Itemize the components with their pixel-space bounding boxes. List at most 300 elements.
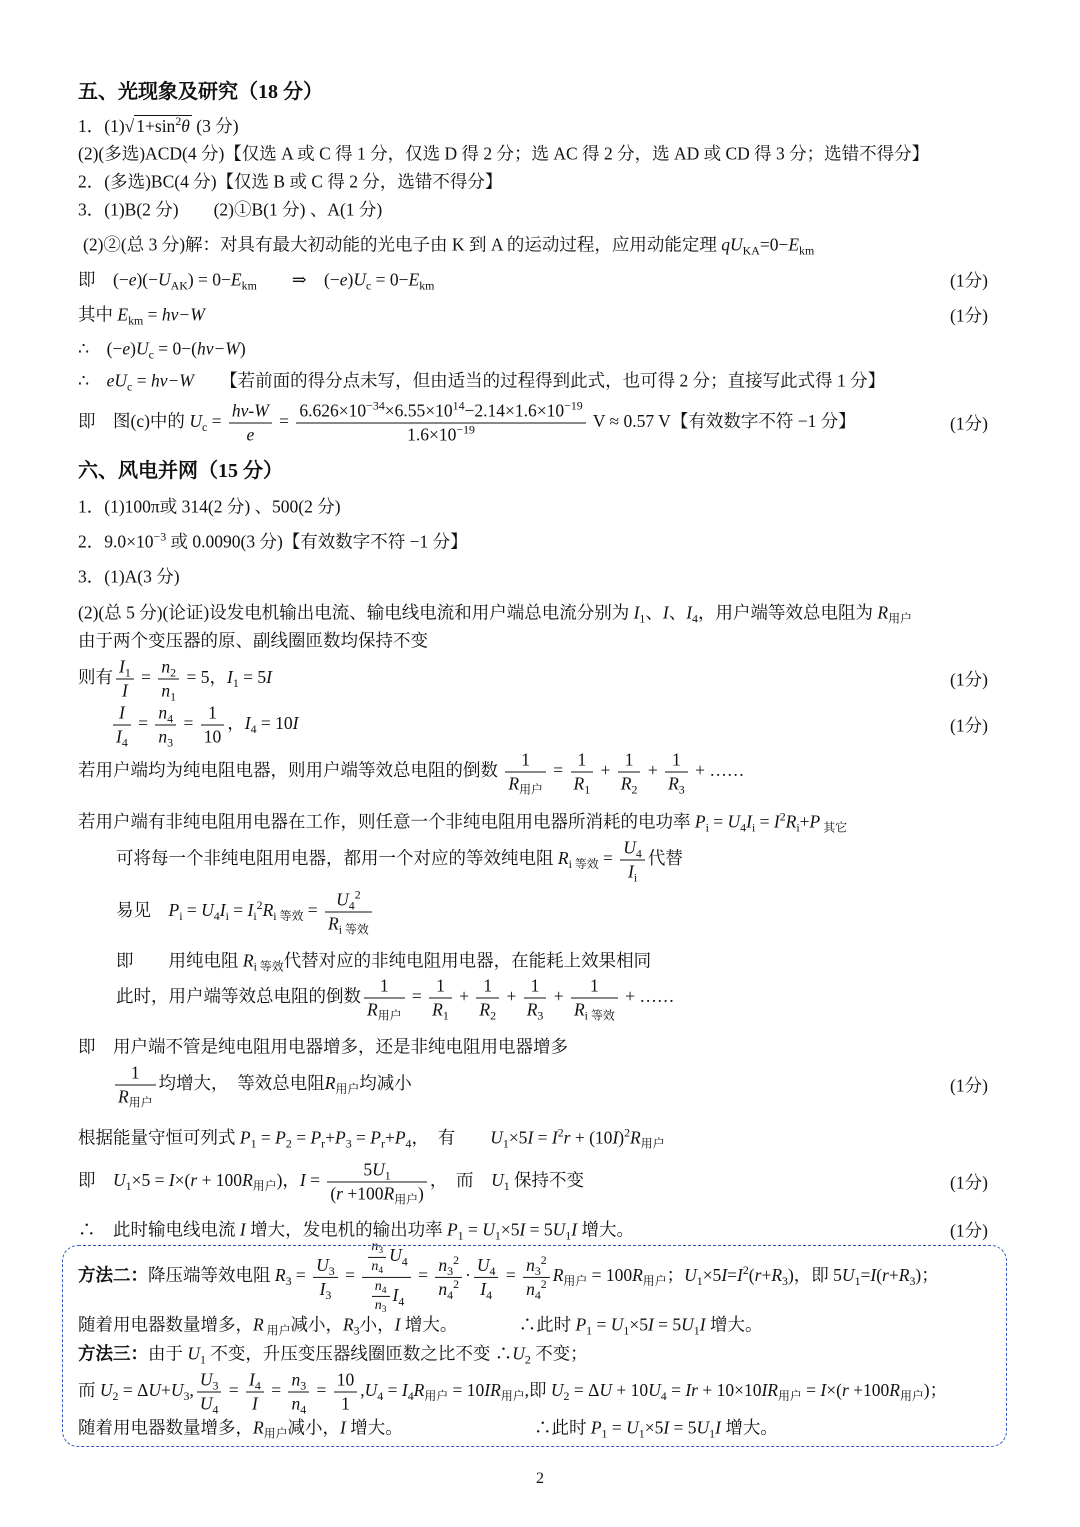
math-text: 增大。 xyxy=(577,1219,634,1240)
alternative-methods-box xyxy=(62,1245,1007,1447)
subscript: 4 xyxy=(348,898,355,913)
math-variable: I xyxy=(299,1170,306,1191)
math-variable: n xyxy=(438,1254,448,1275)
math-variable: I xyxy=(746,811,752,832)
fraction xyxy=(116,657,134,702)
subscript: 1 xyxy=(200,1352,206,1367)
subscript: 1 xyxy=(693,1323,700,1338)
fraction-denominator xyxy=(325,913,372,935)
math-text: = xyxy=(708,811,728,832)
math-text: = xyxy=(548,760,568,781)
math-variable: U xyxy=(187,1343,201,1364)
math-text: = 5 xyxy=(669,1417,697,1438)
subscript: 2 xyxy=(112,1389,119,1404)
math-text: = Δ xyxy=(118,1380,149,1401)
math-variable: R xyxy=(620,773,632,794)
answer-line xyxy=(78,200,382,221)
math-text: = xyxy=(463,1219,483,1240)
math-text: 增大。 xyxy=(720,1417,778,1438)
math-variable: hν-W xyxy=(231,400,269,421)
math-variable: U xyxy=(841,1265,855,1286)
math-text: = 10 xyxy=(256,713,293,734)
math-text: 随着用电器数量增多， xyxy=(78,1417,253,1438)
math-text: 代替 xyxy=(647,848,683,869)
subscript: 1 xyxy=(250,1136,257,1151)
math-text: 2．9.0×10 xyxy=(78,531,154,552)
superscript: 2 xyxy=(779,809,786,824)
math-text: 减小， xyxy=(290,1314,343,1335)
subscript: 1 xyxy=(442,1008,449,1023)
subscript: 1 xyxy=(696,1274,703,1289)
math-text: 1 xyxy=(208,702,217,723)
subscript: 用户 xyxy=(563,1274,588,1289)
math-variable: U xyxy=(476,1254,490,1275)
math-variable: θ xyxy=(181,116,190,136)
math-text: ∴ (− xyxy=(78,338,123,359)
subscript: 用户 xyxy=(642,1274,667,1289)
math-variable: I xyxy=(249,1369,255,1390)
subscript: 3 xyxy=(212,1378,219,1393)
math-variable: I xyxy=(571,1219,578,1240)
math-variable: qU xyxy=(721,234,743,255)
math-variable: I xyxy=(239,1219,246,1240)
math-text: 、 xyxy=(645,602,663,623)
radical-sign: √ xyxy=(124,116,135,136)
math-variable: hν−W xyxy=(150,370,194,391)
math-text: + xyxy=(596,760,615,781)
subscript: 4 xyxy=(300,1402,307,1417)
math-text: 减小， xyxy=(287,1417,340,1438)
subscript: 3 xyxy=(183,1389,190,1404)
math-variable: R xyxy=(898,1265,910,1286)
fraction-numerator xyxy=(325,887,372,913)
answer-line xyxy=(110,703,298,748)
math-text: + xyxy=(160,1380,171,1401)
math-variable: P xyxy=(275,1127,286,1148)
bold-label: 五、光现象及研究（18 分） xyxy=(78,81,323,103)
math-variable: P xyxy=(590,1417,602,1438)
math-text: ×5 xyxy=(644,1417,664,1438)
subscript: 3 xyxy=(447,1263,454,1278)
answer-line xyxy=(116,976,674,1021)
math-text: 即 用纯电阻 xyxy=(116,950,243,971)
fraction-numerator xyxy=(296,398,585,424)
math-text: = xyxy=(860,1265,871,1286)
math-text: ( xyxy=(330,1183,337,1204)
subscript: 1 xyxy=(601,1426,608,1441)
answer-line xyxy=(78,115,239,137)
radicand xyxy=(134,115,192,137)
fraction-denominator xyxy=(327,1183,426,1205)
math-text: 1 xyxy=(379,975,389,996)
fraction-denominator xyxy=(116,680,134,702)
math-variable: n xyxy=(526,1254,535,1275)
math-text: = 0−( xyxy=(153,338,197,359)
subscript: 3 xyxy=(782,1274,788,1289)
fraction-numerator xyxy=(201,703,225,726)
math-variable: I xyxy=(392,1284,399,1305)
fraction-numerator xyxy=(155,703,176,726)
fraction-numerator xyxy=(327,1160,426,1183)
math-text: 1 xyxy=(530,975,540,996)
math-text: 1+sin xyxy=(136,116,176,136)
math-text: ×5 = xyxy=(131,1170,169,1191)
subscript: 3 xyxy=(678,782,685,797)
math-text: = xyxy=(305,1170,325,1191)
fraction xyxy=(364,976,405,1021)
fraction-numerator xyxy=(364,976,405,999)
math-variable: I xyxy=(401,1380,408,1401)
score-mark: (1分) xyxy=(950,305,988,326)
math-text: = xyxy=(274,411,294,432)
math-text: ( xyxy=(876,1265,883,1286)
answer-line xyxy=(78,529,468,553)
math-variable: R xyxy=(324,1073,336,1094)
subscript: 用户 xyxy=(640,1136,665,1151)
math-text: = xyxy=(413,1265,433,1286)
fraction xyxy=(158,657,179,702)
math-text: 即 (− xyxy=(78,269,129,290)
math-text: 不变； xyxy=(530,1343,588,1364)
math-variable: R xyxy=(413,1380,425,1401)
fraction-numerator xyxy=(524,976,547,999)
subscript: c xyxy=(365,278,372,293)
math-variable: P xyxy=(575,1314,587,1335)
fraction-numerator xyxy=(229,401,272,424)
fraction-numerator xyxy=(476,976,499,999)
math-variable: I xyxy=(715,1417,721,1438)
math-text: 代替对应的非纯电阻用电器，在能耗上效果相同 xyxy=(283,950,652,971)
fraction-denominator xyxy=(571,999,618,1021)
math-text: 而 xyxy=(78,1380,100,1401)
fraction-numerator xyxy=(571,750,594,773)
fraction-denominator xyxy=(618,773,641,795)
math-variable: I xyxy=(168,1170,175,1191)
fraction xyxy=(296,398,585,446)
math-variable: I xyxy=(118,702,125,723)
answer-line xyxy=(78,172,502,193)
math-variable: P xyxy=(370,1127,381,1148)
math-text: 根据能量守恒可列式 xyxy=(78,1127,240,1148)
math-text: ) xyxy=(417,1183,424,1204)
answer-line xyxy=(116,838,683,883)
math-text: = xyxy=(598,848,618,869)
math-variable: n xyxy=(158,726,168,747)
math-variable: U xyxy=(158,269,171,290)
math-text: 、 xyxy=(668,602,687,623)
answer-line xyxy=(78,497,341,518)
math-text: = xyxy=(303,900,322,921)
math-variable: I xyxy=(737,1265,743,1286)
math-variable: I xyxy=(686,602,693,623)
math-text: = xyxy=(136,667,156,688)
math-variable: R xyxy=(262,900,274,921)
superscript: 2 xyxy=(540,1276,547,1291)
subscript: i 等效 xyxy=(568,857,599,872)
math-variable: I xyxy=(226,667,233,688)
section-heading xyxy=(78,459,283,483)
subscript: 1 xyxy=(503,1179,510,1194)
math-text: + xyxy=(502,986,521,1007)
subscript: 4 xyxy=(381,1285,387,1296)
fraction-numerator xyxy=(571,976,618,999)
subscript: 1 xyxy=(124,665,131,680)
math-variable: R xyxy=(118,1086,129,1107)
math-variable: R xyxy=(327,913,339,934)
subscript: 4 xyxy=(407,1389,414,1404)
math-variable: n xyxy=(526,1278,535,1299)
math-text: ) xyxy=(239,338,246,359)
fraction-denominator xyxy=(620,861,645,883)
subscript: i xyxy=(705,820,709,835)
subscript: i 等效 xyxy=(253,959,284,974)
subscript: 4 xyxy=(213,909,220,924)
subscript: 用户 xyxy=(252,1179,277,1194)
subscript: 3 xyxy=(325,1287,332,1302)
subscript: i xyxy=(751,820,756,835)
fraction-denominator xyxy=(524,999,547,1021)
math-variable: U xyxy=(482,1219,495,1240)
answer-line xyxy=(78,1160,584,1205)
math-text: = xyxy=(132,370,151,391)
math-variable: R xyxy=(242,1170,253,1191)
subscript: i xyxy=(225,909,229,924)
answer-line xyxy=(83,235,814,256)
math-text: = 5 xyxy=(525,1219,553,1240)
answer-line xyxy=(78,398,856,446)
math-text: + 100 xyxy=(197,1170,243,1191)
math-text: + 10×10 xyxy=(697,1380,762,1401)
math-variable: r xyxy=(841,1380,849,1401)
math-text: = xyxy=(312,1380,331,1401)
math-variable: n xyxy=(438,1278,448,1299)
math-variable: hν−W xyxy=(196,338,240,359)
subscript: 1 xyxy=(639,611,646,626)
fraction-numerator xyxy=(618,750,641,773)
superscript: 2 xyxy=(540,1252,547,1267)
subscript: KA xyxy=(742,243,760,258)
math-variable: n xyxy=(158,702,168,723)
math-text: )； xyxy=(923,1380,948,1401)
math-text: = xyxy=(143,304,162,325)
math-variable: E xyxy=(230,269,242,290)
superscript: −34 xyxy=(366,398,385,413)
fraction-denominator xyxy=(571,773,594,795)
math-variable: R xyxy=(889,1380,900,1401)
math-variable: r xyxy=(190,1170,198,1191)
math-variable: P xyxy=(168,900,180,921)
math-text: 10 xyxy=(336,1369,355,1390)
fraction xyxy=(620,838,645,883)
math-text: 由于 xyxy=(148,1343,188,1364)
math-variable: U xyxy=(626,1417,639,1438)
math-text: =0− xyxy=(759,234,789,255)
math-text: = 5， xyxy=(182,667,227,688)
subscript: 3 xyxy=(300,1378,307,1393)
subscript: 其它 xyxy=(820,820,848,835)
math-variable: U xyxy=(99,1380,113,1401)
math-text: ,即 xyxy=(524,1380,551,1401)
subscript: i xyxy=(633,870,638,885)
subscript: 3 xyxy=(537,1008,544,1023)
superscript: 2 xyxy=(624,1125,631,1140)
math-variable: r xyxy=(754,1265,762,1286)
bold-label: 方法三： xyxy=(78,1343,148,1364)
math-variable: IR xyxy=(484,1380,501,1401)
fraction xyxy=(229,401,272,446)
subscript: 1 xyxy=(623,1323,630,1338)
math-text: , xyxy=(189,1380,194,1401)
fraction-numerator xyxy=(113,703,131,726)
math-text: ，用户端等效总电阻为 xyxy=(697,602,878,623)
bold-label: 六、风电并网（15 分） xyxy=(78,460,283,482)
score-mark: (1分) xyxy=(950,1220,988,1241)
subscript: 1 xyxy=(232,676,239,691)
math-variable: R xyxy=(383,1183,395,1204)
math-variable: R xyxy=(253,1417,264,1438)
subscript: 4 xyxy=(447,1287,454,1302)
score-mark: (1分) xyxy=(950,270,988,291)
math-variable: I xyxy=(519,1219,526,1240)
fraction-denominator xyxy=(155,726,176,748)
math-text: 即 图(c)中的 xyxy=(78,411,190,432)
math-variable: R xyxy=(274,1265,286,1286)
superscript: 2 xyxy=(354,887,361,902)
math-text: + xyxy=(454,986,474,1007)
subscript: 用户 xyxy=(500,1389,525,1404)
math-text: 此时，用户端等效总电阻的倒数 xyxy=(116,986,361,1007)
math-variable: hν−W xyxy=(161,304,205,325)
math-text: ) xyxy=(618,1127,625,1148)
math-text: )，即 5 xyxy=(787,1265,842,1286)
subscript: 3 xyxy=(353,1323,360,1338)
math-variable: U xyxy=(113,1170,126,1191)
fraction-numerator xyxy=(116,657,134,680)
math-variable: U xyxy=(135,338,149,359)
subscript: 4 xyxy=(254,1378,261,1393)
math-variable: U xyxy=(336,889,349,910)
math-text: )(− xyxy=(136,269,159,290)
math-text: 10 xyxy=(203,726,222,747)
math-variable: I xyxy=(773,811,780,832)
fraction xyxy=(327,1160,426,1205)
math-variable: R xyxy=(557,848,569,869)
math-variable: P xyxy=(809,811,821,832)
math-variable: U xyxy=(372,1159,385,1180)
math-variable: U xyxy=(512,1343,525,1364)
math-text: , xyxy=(360,1380,365,1401)
math-text: −2.14×1.6×10 xyxy=(464,400,565,421)
math-variable: P xyxy=(334,1127,346,1148)
math-variable: U xyxy=(696,1417,710,1438)
fraction-denominator xyxy=(296,424,585,446)
math-text: ×5 xyxy=(508,1127,528,1148)
answer-line xyxy=(78,657,272,702)
math-text: 3．(1)A(3 分) xyxy=(78,566,180,587)
subscript: i xyxy=(796,820,800,835)
subscript: 4 xyxy=(534,1287,541,1302)
math-text: + xyxy=(799,811,810,832)
subscript: 2 xyxy=(524,1352,531,1367)
math-text: = xyxy=(179,713,198,734)
fraction-denominator xyxy=(665,773,688,795)
superscript: −3 xyxy=(153,529,167,544)
answer-line xyxy=(78,305,205,326)
subscript: 3 xyxy=(534,1263,541,1278)
subscript: 2 xyxy=(563,1389,570,1404)
math-variable: I xyxy=(252,1393,258,1414)
math-variable: R xyxy=(785,811,797,832)
math-variable: P xyxy=(394,1127,406,1148)
math-variable: R xyxy=(668,773,679,794)
math-text: 1．(1)100π或 314(2 分) 、500(2 分) xyxy=(78,496,341,517)
math-text: + xyxy=(761,1265,772,1286)
math-text: 均增大， 等效总电阻 xyxy=(158,1073,325,1094)
math-variable: I xyxy=(820,1380,827,1401)
math-text: 可将每一个非纯电阻用电器，都用一个对应的等效纯电阻 xyxy=(116,848,558,869)
subscript: 4 xyxy=(398,1293,405,1308)
subscript: 2 xyxy=(490,1008,497,1023)
math-variable: U xyxy=(189,411,202,432)
math-text: + …… xyxy=(690,760,745,781)
subscript: 用户 xyxy=(263,1426,288,1441)
math-variable: r xyxy=(882,1265,889,1286)
subscript: 1 xyxy=(457,1228,464,1243)
subscript: 1 xyxy=(494,1228,501,1243)
fraction-denominator xyxy=(476,999,499,1021)
math-variable: n xyxy=(291,1369,301,1390)
fraction-numerator xyxy=(665,750,688,773)
fraction xyxy=(618,750,641,795)
math-text: 6.626×10 xyxy=(299,400,367,421)
subscript: c xyxy=(148,347,154,362)
math-text: ∴ 此时输电线电流 xyxy=(78,1219,240,1240)
subscript: 3 xyxy=(345,1136,352,1151)
math-text: 1．(1) xyxy=(78,116,125,136)
math-text: 增大。 xyxy=(705,1314,763,1335)
fraction xyxy=(571,750,594,795)
fraction xyxy=(325,887,372,937)
math-variable: U xyxy=(389,1245,402,1266)
score-mark: (1分) xyxy=(950,1075,988,1096)
math-variable: I xyxy=(116,726,122,747)
math-variable: I xyxy=(699,1314,706,1335)
fraction-denominator xyxy=(505,773,546,795)
score-mark: (1分) xyxy=(950,669,988,690)
math-text: 易见 xyxy=(116,900,169,921)
math-variable: R xyxy=(552,1265,564,1286)
math-text: + xyxy=(643,760,663,781)
math-variable: n xyxy=(374,1298,382,1314)
math-text: = xyxy=(801,1380,821,1401)
math-variable: R xyxy=(573,999,585,1020)
math-variable: P xyxy=(694,811,706,832)
section-heading xyxy=(78,80,323,104)
math-variable: I xyxy=(247,900,254,921)
math-text: ×5 xyxy=(629,1314,648,1335)
subscript: km xyxy=(241,278,257,293)
math-variable: U xyxy=(148,1380,161,1401)
math-text: = 0− xyxy=(371,269,409,290)
math-variable: U xyxy=(648,1380,661,1401)
math-variable: R xyxy=(771,1265,783,1286)
subscript: 用户 xyxy=(394,1192,418,1207)
math-text: )， xyxy=(276,1170,300,1191)
subscript: 3 xyxy=(328,1263,335,1278)
subscript: km xyxy=(799,243,815,258)
math-variable: U xyxy=(599,1380,612,1401)
subscript: 用户 xyxy=(335,1082,360,1097)
